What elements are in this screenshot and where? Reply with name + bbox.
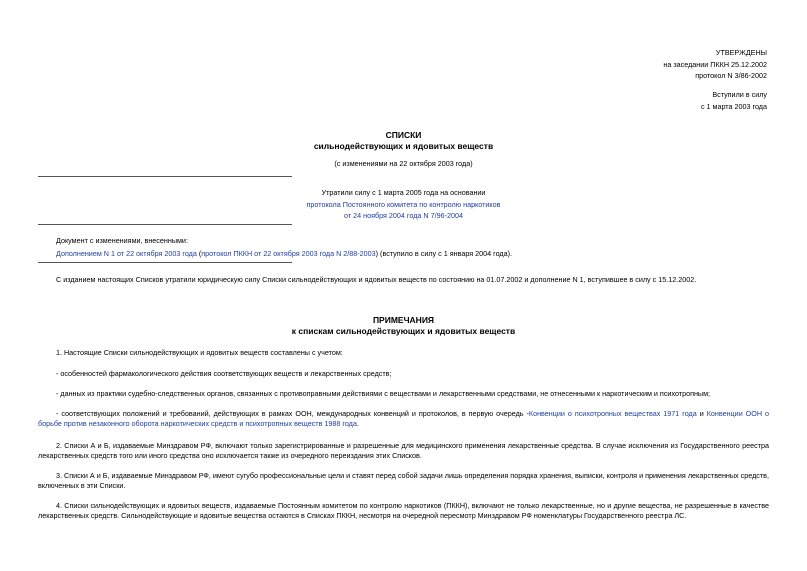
note-paragraph-1c xyxy=(38,409,769,429)
note-text: 1. Настоящие Списки сильнодействующих и ядовитых веществ составлены с учетом: xyxy=(56,348,343,357)
approval-meeting: на заседании ПККН 25.12.2002 xyxy=(663,59,767,69)
approval-heading: УТВЕРЖДЕНЫ xyxy=(715,48,767,57)
note-text: 3. Списки А и Б, издаваемые Минздравом РФ, имеют сугубо профессиональные цели и ставят перед собой задачи лишь определения порядка хранения, выписки, контроля и применения лекарственных средств, включенных в эти Списки. xyxy=(38,471,769,490)
doc-changes-line xyxy=(56,248,512,261)
lost-force-protocol-date-link[interactable]: от 24 ноября 2004 года N 7/96-2004 xyxy=(344,211,463,220)
note-text: . xyxy=(356,419,359,428)
effective-date: с 1 марта 2003 года xyxy=(700,101,767,111)
note-text: и xyxy=(696,409,707,418)
lost-force-protocol-link[interactable]: протокола Постоянного комитета по контролю наркотиков xyxy=(306,199,501,209)
doc-changes-paren: ( xyxy=(196,248,202,258)
note-text: 2. Списки А и Б, издаваемые Минздравом РФ, включают только зарегистрированные и разрешенные для медицинского применения лекарственные средства. В случае исключения из Государственного реестра лекарственных средств того или иного средства оно исключается также из очередного переиздания этих Списков. xyxy=(38,441,769,460)
psychotropic-convention-link[interactable]: Конвенции о психотропных веществах 1971 года xyxy=(528,409,697,418)
doc-changes-block xyxy=(56,235,512,260)
divider xyxy=(38,176,292,177)
approval-block xyxy=(663,47,767,82)
note-paragraph-3 xyxy=(38,471,769,491)
note-paragraph-1 xyxy=(38,348,769,358)
title-line2: сильнодействующих и ядовитых веществ xyxy=(313,141,494,151)
note-text: 4. Списки сильнодействующих и ядовитых веществ, издаваемые Постоянным комитетом по контролю наркотиков (ПККН), включают не только лекарственные, но и другие вещества, не разрешенные в качестве лекарственных средств. Сильнодействующие и ядовитые вещества остаются в Списках ПККН, несмотря на очередной пересмотр Минздравом РФ номенклатуры Государственного реестра ЛС. xyxy=(38,501,769,520)
amended-note: (с изменениями на 22 октября 2003 года) xyxy=(334,159,473,168)
notes-title xyxy=(0,315,807,337)
doc-changes-tail: ) (вступило в силу с 1 января 2004 года). xyxy=(375,248,512,258)
effective-line1: Вступили в силу xyxy=(712,90,767,99)
protocol-link[interactable]: протокол ПККН от 22 октября 2003 года N 2/88-2003 xyxy=(201,248,376,258)
note-paragraph-1b xyxy=(38,389,769,399)
intro-text: С изданием настоящих Списков утратили юридическую силу Списки сильнодействующих и ядовитых веществ по состоянию на 01.07.2002 и дополнение N 1, вступившее в силу с 15.12.2002. xyxy=(56,275,697,284)
lost-force-line: Утратили силу с 1 марта 2005 года на основании xyxy=(321,188,486,197)
note-paragraph-1a xyxy=(38,369,769,379)
un-convention-link[interactable]: Конвенции ООН о борьбе против незаконного оборота наркотических средств и психотропных веществ 1988 года xyxy=(38,409,770,428)
title-line1: СПИСКИ xyxy=(385,130,422,140)
notes-title-line2: к спискам сильнодействующих и ядовитых веществ xyxy=(291,326,516,336)
divider xyxy=(38,224,292,225)
notes-title-line1: ПРИМЕЧАНИЯ xyxy=(372,315,435,325)
note-paragraph-4 xyxy=(38,501,769,521)
note-text: - особенностей фармакологического действия соответствующих веществ и лекарственных средств; xyxy=(56,369,392,378)
lost-force-block xyxy=(0,187,807,222)
approval-protocol: протокол N 3/86-2002 xyxy=(695,71,767,80)
note-paragraph-2 xyxy=(38,441,769,461)
addendum-link[interactable]: Дополнением N 1 от 22 октября 2003 года xyxy=(56,248,197,258)
document-title xyxy=(0,130,807,152)
note-text: - данных из практики судебно-следственных органов, связанных с противоправными действиями с веществами и лекарственными средствами, не отнесенными к наркотическим и психотропным; xyxy=(56,389,711,398)
effective-block xyxy=(701,89,767,112)
divider xyxy=(38,262,292,263)
note-text: - соответствующих положений и требований, действующих в рамках ООН, международных конвенций и протоколов, в первую очередь - xyxy=(56,409,529,418)
intro-paragraph xyxy=(38,275,769,285)
doc-changes-label: Документ с изменениями, внесенными: xyxy=(56,236,188,245)
